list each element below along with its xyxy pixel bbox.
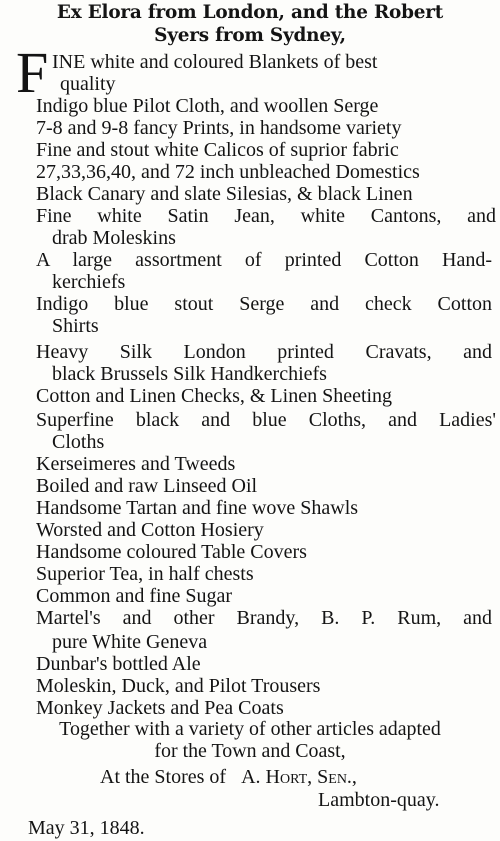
goods-item: 7-8 and 9-8 fancy Prints, in handsome variety [36, 117, 402, 139]
stores-line [100, 766, 357, 788]
goods-item: A large assortment of printed Cotton Hand- [36, 249, 492, 271]
drop-cap: F [16, 40, 49, 105]
goods-item: Fine white Satin Jean, white Cantons, and [36, 205, 496, 227]
goods-item: Martel's and other Brandy, B. P. Rum, and [36, 607, 492, 629]
goods-item: Kerseimeres and Tweeds [36, 453, 236, 475]
goods-item: Worsted and Cotton Hosiery [36, 519, 264, 541]
goods-item: Dunbar's bottled Ale [36, 653, 201, 675]
goods-item: Common and fine Sugar [36, 585, 233, 607]
goods-item: Handsome coloured Table Covers [36, 541, 307, 563]
goods-item: Handsome Tartan and fine wove Shawls [36, 497, 359, 519]
goods-item: Shirts [52, 315, 99, 337]
intro-line-1: INE white and coloured Blankets of best [52, 51, 378, 73]
goods-item: pure White Geneva [52, 631, 208, 653]
closing-line-2: for the Town and Coast, [154, 740, 346, 762]
goods-item: Heavy Silk London printed Cravats, and [36, 341, 492, 363]
date-line: May 31, 1848. [28, 817, 145, 839]
goods-item: Black Canary and slate Silesias, & black Linen [36, 183, 413, 205]
closing-line-1: Together with a variety of other articles adapted [59, 718, 441, 740]
heading-line-1: Ex Elora from London, and the Robert [56, 2, 444, 23]
goods-item: kerchiefs [52, 271, 126, 293]
goods-item: Cotton and Linen Checks, & Linen Sheeting [36, 385, 393, 407]
goods-item: drab Moleskins [52, 227, 176, 249]
goods-item: Moleskin, Duck, and Pilot Trousers [36, 675, 321, 697]
heading-line-2: Syers from Sydney, [154, 25, 346, 46]
intro-line-2: quality [60, 73, 116, 95]
stores-prefix: At the Stores of [100, 766, 227, 788]
goods-item: Superior Tea, in half chests [36, 563, 254, 585]
goods-item: Indigo blue Pilot Cloth, and woollen Serge [36, 95, 379, 117]
location-line: Lambton-quay. [318, 789, 440, 811]
goods-item: Indigo blue stout Serge and check Cotton [36, 293, 492, 315]
merchant-name: A. Hort, Sen., [241, 766, 357, 788]
goods-item: 27,33,36,40, and 72 inch unbleached Domestics [36, 161, 420, 183]
goods-item: Superfine black and blue Cloths, and Ladies' [36, 409, 496, 431]
goods-item: Boiled and raw Linseed Oil [36, 475, 258, 497]
goods-item: Fine and stout white Calicos of suprior fabric [36, 139, 399, 161]
goods-item: Monkey Jackets and Pea Coats [36, 697, 284, 719]
goods-item: black Brussels Silk Handkerchiefs [52, 363, 327, 385]
goods-item: Cloths [52, 431, 105, 453]
